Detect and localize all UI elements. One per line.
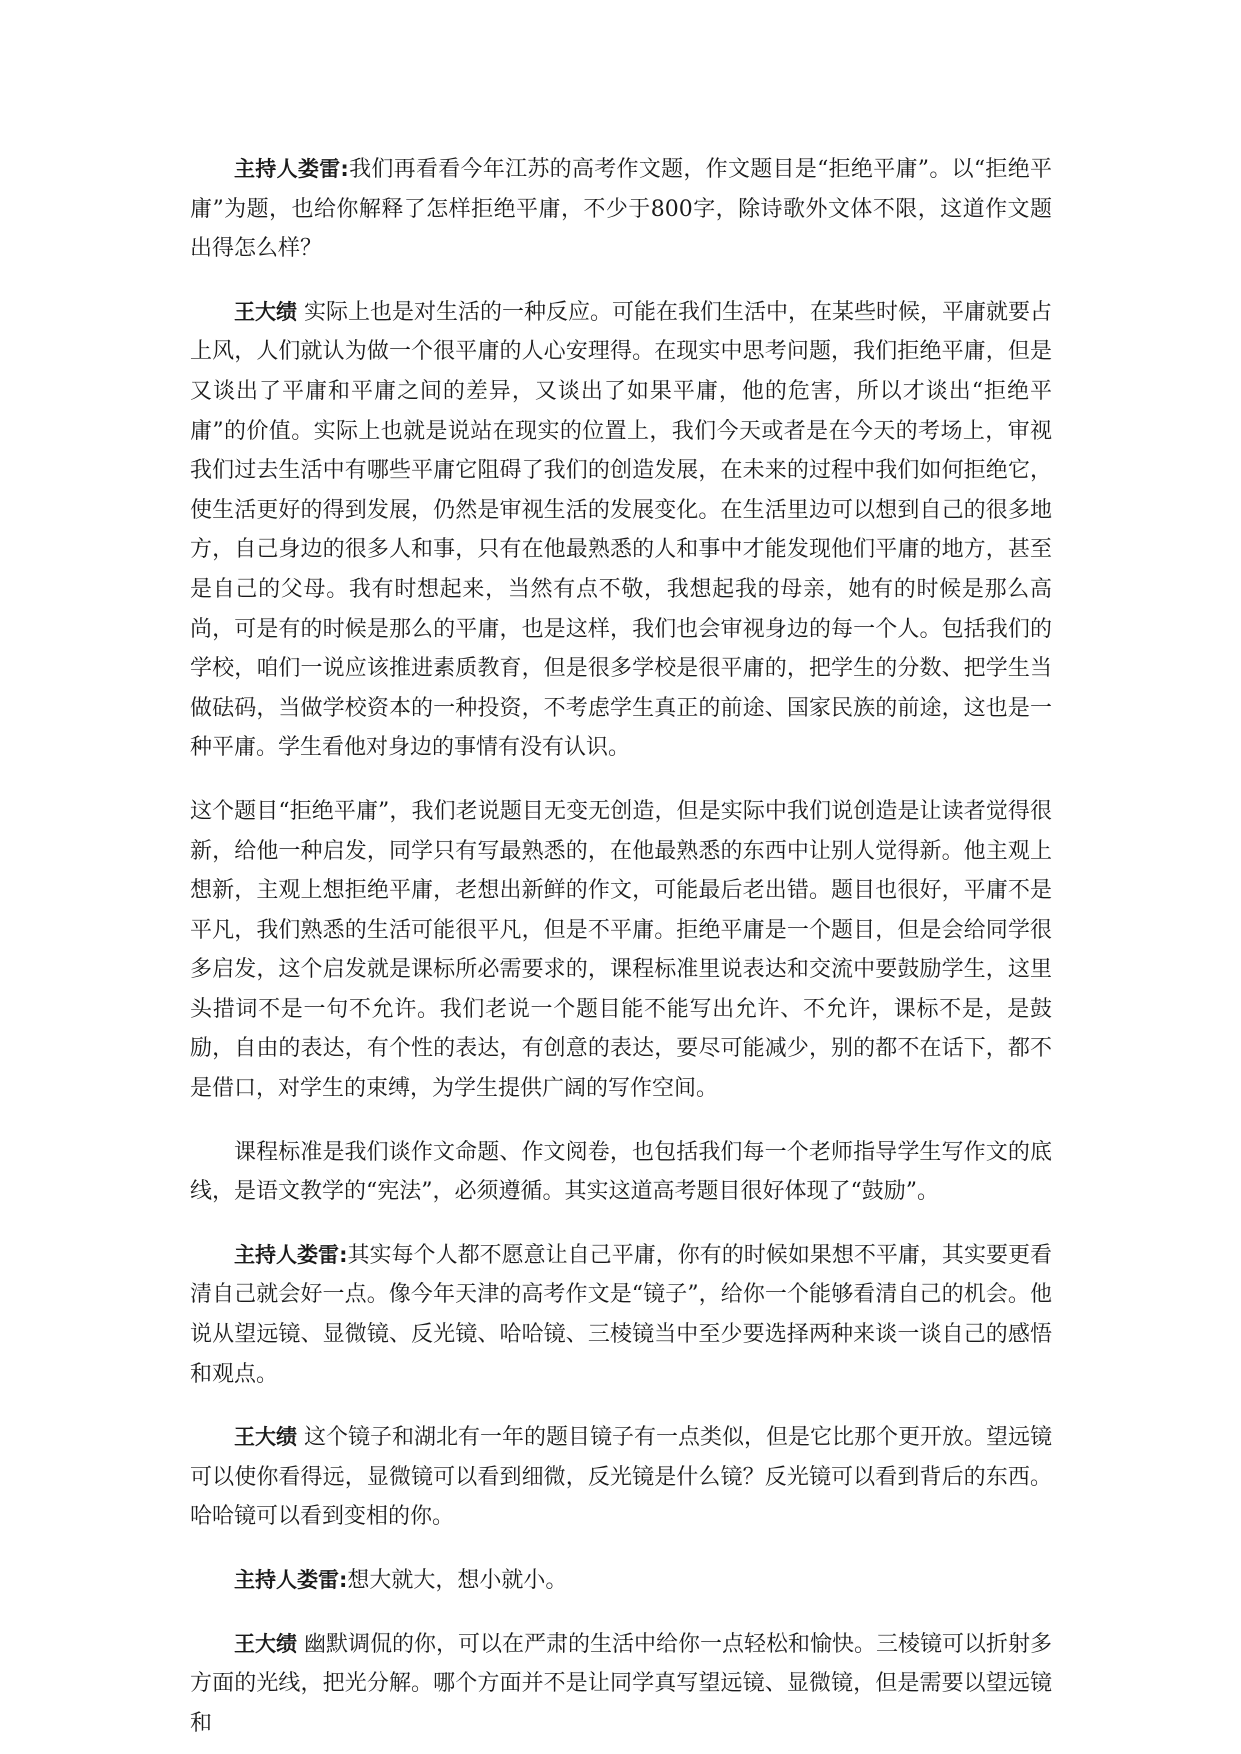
speaker-label: 王大绩 <box>234 299 297 324</box>
speaker-label: 主持人娄雷: <box>234 1242 348 1267</box>
paragraph-host-3 <box>190 1561 1052 1601</box>
paragraph-text: 我们再看看今年江苏的高考作文题，作文题目是“拒绝平庸”。以“拒绝平庸”为题，也给你解释了怎样拒绝平庸，不少于800字，除诗歌外文体不限，这道作文题出得怎么样？ <box>190 157 1052 262</box>
speaker-label: 王大绩 <box>234 1631 297 1656</box>
paragraph-guest-1 <box>190 293 1052 768</box>
document-page <box>190 150 1052 1743</box>
paragraph-text: 幽默调侃的你，可以在严肃的生活中给你一点轻松和愉快。三棱镜可以折射多方面的光线，把光分解。哪个方面并不是让同学真写望远镜、显微镜，但是需要以望远镜和 <box>190 1631 1053 1736</box>
paragraph-text: 想大就大，想小就小。 <box>347 1568 568 1593</box>
paragraph-text: 其实每个人都不愿意让自己平庸，你有的时候如果想不平庸，其实要更看清自己就会好一点。像今年天津的高考作文是“镜子”，给你一个能够看清自己的机会。他说从望远镜、显微镜、反光镜、哈哈镜、三棱镜当中至少要选择两种来谈一谈自己的感悟和观点。 <box>190 1242 1052 1387</box>
paragraph-text: 实际上也是对生活的一种反应。可能在我们生活中，在某些时候，平庸就要占上风，人们就认为做一个很平庸的人心安理得。在现实中思考问题，我们拒绝平庸，但是又谈出了平庸和平庸之间的差异，又谈出了如果平庸，他的危害，所以才谈出“拒绝平庸”的价值。实际上也就是说站在现实的位置上，我们今天或者是在今天的考场上，审视我们过去生活中有哪些平庸它阻碍了我们的创造发展，在未来的过程中我们如何拒绝它，使生活更好的得到发展，仍然是审视生活的发展变化。在生活里边可以想到自己的很多地方，自己身边的很多人和事，只有在他最熟悉的人和事中才能发现他们平庸的地方，甚至是自己的父母。我有时想起来，当然有点不敬，我想起我的母亲，她有的时候是那么高尚，可是有的时候是那么的平庸，也是这样，我们也会审视身边的每一个人。包括我们的学校，咱们一说应该推进素质教育，但是很多学校是很平庸的，把学生的分数、把学生当做砝码，当做学校资本的一种投资，不考虑学生真正的前途、国家民族的前途，这也是一种平庸。学生看他对身边的事情有没有认识。 <box>190 299 1053 761</box>
paragraph-host-1 <box>190 150 1052 269</box>
speaker-label: 王大绩 <box>234 1425 297 1450</box>
paragraph-text: 这个题目“拒绝平庸”，我们老说题目无变无创造，但是实际中我们说创造是让读者觉得很新，给他一种启发，同学只有写最熟悉的，在他最熟悉的东西中让别人觉得新。他主观上想新，主观上想拒绝平庸，老想出新鲜的作文，可能最后老出错。题目也很好，平庸不是平凡，我们熟悉的生活可能很平凡，但是不平庸。拒绝平庸是一个题目，但是会给同学很多启发，这个启发就是课标所必需要求的，课程标准里说表达和交流中要鼓励学生，这里头措词不是一句不允许。我们老说一个题目能不能写出允许、不允许，课标不是，是鼓励，自由的表达，有个性的表达，有创意的表达，要尽可能减少，别的都不在话下，都不是借口，对学生的束缚，为学生提供广阔的写作空间。 <box>190 798 1052 1102</box>
speaker-label: 主持人娄雷: <box>234 1568 348 1592</box>
paragraph-host-2 <box>190 1236 1052 1394</box>
paragraph-guest-2 <box>190 792 1052 1109</box>
paragraph-text: 课程标准是我们谈作文命题、作文阅卷，也包括我们每一个老师指导学生写作文的底线，是语文教学的“宪法”，必须遵循。其实这道高考题目很好体现了“鼓励”。 <box>190 1139 1052 1205</box>
paragraph-guest-5 <box>190 1625 1052 1744</box>
paragraph-text: 这个镜子和湖北有一年的题目镜子有一点类似，但是它比那个更开放。望远镜可以使你看得远，显微镜可以看到细微，反光镜是什么镜？反光镜可以看到背后的东西。哈哈镜可以看到变相的你。 <box>190 1425 1053 1530</box>
speaker-label: 主持人娄雷: <box>234 157 349 181</box>
paragraph-guest-4 <box>190 1418 1052 1537</box>
paragraph-guest-3 <box>190 1133 1052 1212</box>
